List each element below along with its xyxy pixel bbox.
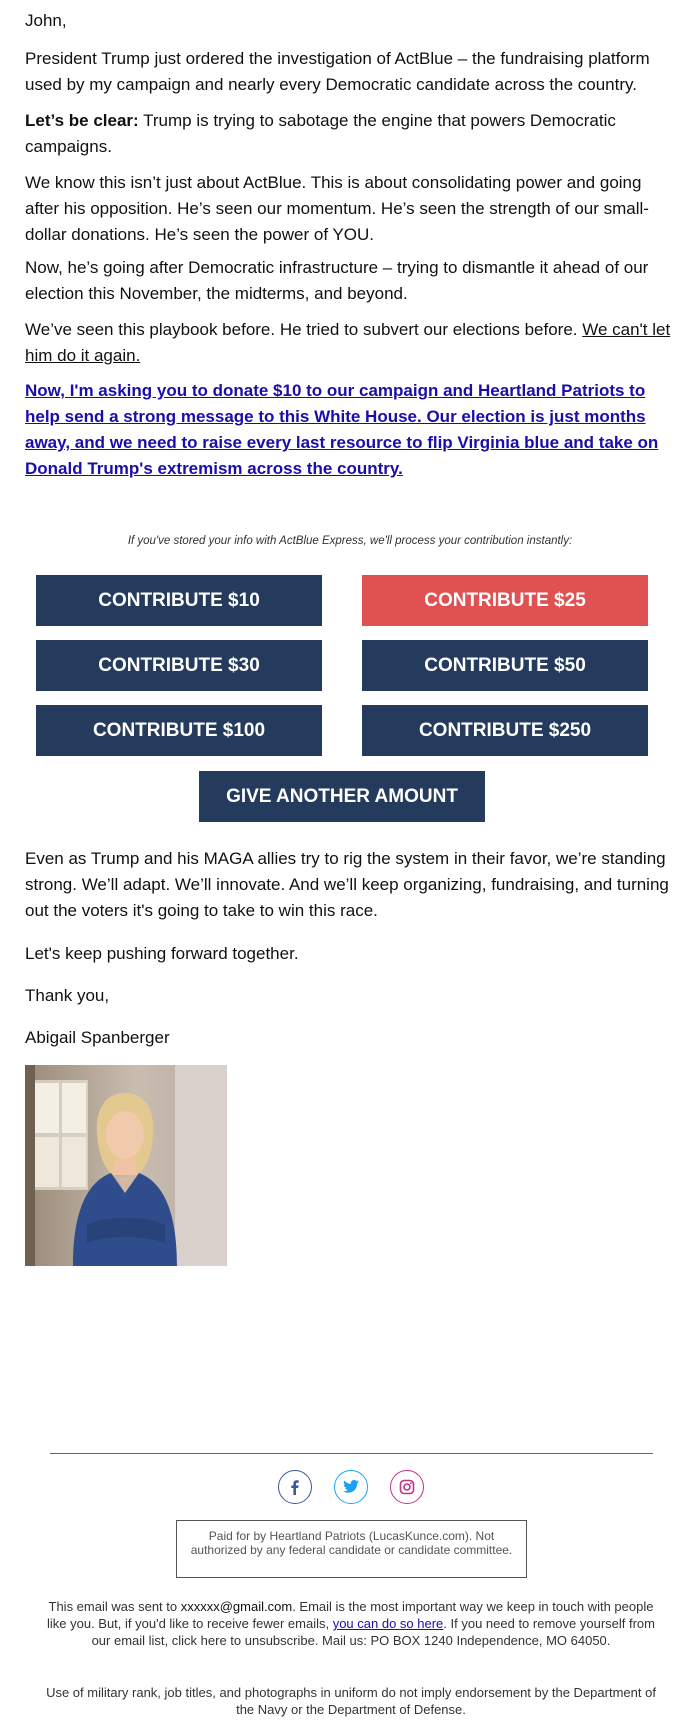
cta-paragraph — [25, 378, 675, 482]
contribute-250-button[interactable]: CONTRIBUTE $250 — [362, 705, 648, 756]
paragraph-2-rest: Trump is trying to sabotage the engine that powers Democratic campaigns. — [25, 111, 616, 156]
signature: Abigail Spanberger — [25, 1028, 170, 1047]
sent-end: . If you need to remove yourself from our email list, click here to unsubscribe. Mail us: PO BOX 1240 Independence, MO 64050. — [91, 1616, 655, 1648]
candidate-photo — [25, 1065, 227, 1266]
contribute-10-button[interactable]: CONTRIBUTE $10 — [36, 575, 322, 626]
facebook-icon[interactable] — [278, 1470, 312, 1504]
paragraph-5-text: We’ve seen this playbook before. He tried to subvert our elections before. — [25, 320, 583, 339]
paragraph-7: Let's keep pushing forward together. — [25, 944, 299, 963]
paragraph-6: Even as Trump and his MAGA allies try to rig the system in their favor, we’re standing strong. We’ll adapt. We’ll innovate. And we’ll keep organizing, fundraising, and turning out the voters it's going to take to win this race. — [25, 849, 669, 920]
actblue-express-note: If you've stored your info with ActBlue Express, we'll process your contribution instantly: — [127, 535, 573, 547]
paragraph-5 — [25, 317, 675, 369]
paragraph-2-bold: Let’s be clear: — [25, 111, 139, 130]
sent-mid: . Email is the most important way we keep in touch with people like you. But, if you'd like to receive fewer emails, — [46, 1599, 654, 1631]
signoff: Thank you, — [25, 986, 110, 1005]
instagram-icon[interactable] — [390, 1470, 424, 1504]
fewer-emails-link[interactable]: you can do so here — [332, 1616, 444, 1631]
paragraph-2 — [25, 108, 675, 160]
paid-for-disclaimer: Paid for by Heartland Patriots (LucasKunce.com). Not authorized by any federal candidate or candidate committee. — [176, 1520, 527, 1578]
paragraph-5-underline: We can't let him do it again. — [25, 320, 671, 365]
contribute-30-button[interactable]: CONTRIBUTE $30 — [36, 640, 322, 691]
paragraph-3: We know this isn’t just about ActBlue. This is about consolidating power and going after his opposition. He’s seen our momentum. He’s seen the strength of our small-dollar donations. He’s seen the power of YOU. — [25, 173, 649, 244]
give-another-amount-button[interactable]: GIVE ANOTHER AMOUNT — [199, 771, 485, 822]
footer-email-info — [45, 1598, 657, 1649]
contribute-100-button[interactable]: CONTRIBUTE $100 — [36, 705, 322, 756]
contribute-50-button[interactable]: CONTRIBUTE $50 — [362, 640, 648, 691]
paragraph-4: Now, he’s going after Democratic infrastructure – trying to dismantle it ahead of our election this November, the midterms, and beyond. — [25, 258, 649, 303]
military-disclaimer: Use of military rank, job titles, and photographs in uniform do not imply endorsement by the Department of the Navy or the Department of Defense. — [46, 1685, 656, 1717]
paragraph-1: President Trump just ordered the investigation of ActBlue – the fundraising platform used by my campaign and nearly every Democratic candidate across the country. — [25, 49, 650, 94]
donate-cta-link[interactable]: Now, I'm asking you to donate $10 to our campaign and Heartland Patriots to help send a strong message to this White House. Our election is just months away, and we need to raise every last resource to flip Virginia blue and take on Donald Trump's extremism across the country. — [25, 381, 659, 478]
footer-divider — [50, 1453, 653, 1454]
recipient-email: xxxxxx@gmail.com — [180, 1599, 293, 1614]
greeting: John, — [25, 11, 67, 30]
twitter-icon[interactable] — [334, 1470, 368, 1504]
sent-prefix: This email was sent to — [48, 1599, 181, 1614]
contribute-25-button[interactable]: CONTRIBUTE $25 — [362, 575, 648, 626]
